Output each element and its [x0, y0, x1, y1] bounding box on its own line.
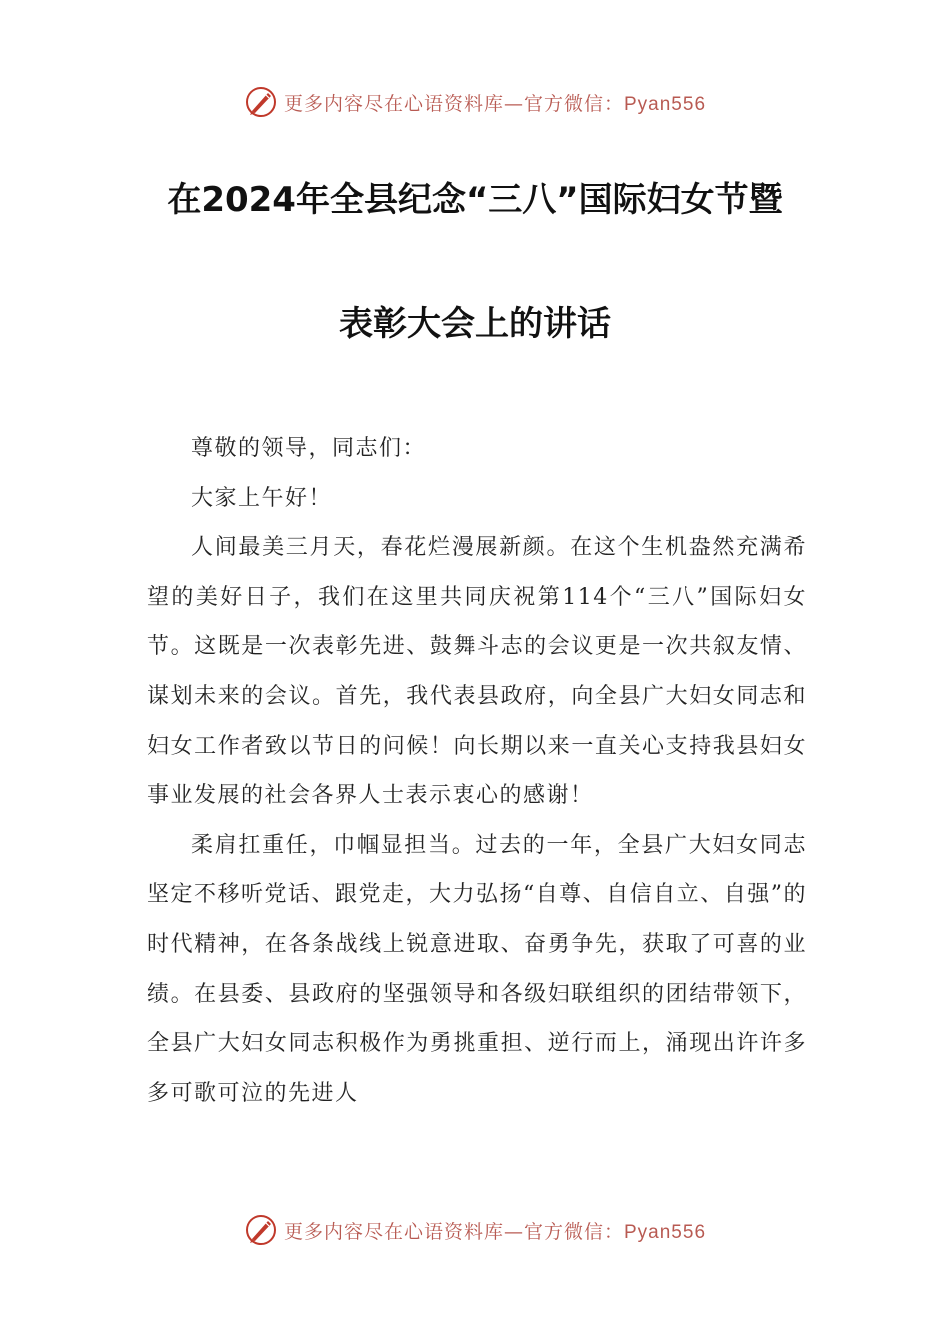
- salutation: 尊敬的领导，同志们：: [191, 436, 427, 461]
- footer-banner: [0, 1210, 950, 1250]
- document-title-line-2: 表彰大会上的讲话: [339, 304, 611, 344]
- header-banner-label: 更多内容尽在心语资料库—官方微信：: [283, 92, 624, 115]
- header-wechat-id: Pyan556: [624, 93, 707, 115]
- document-title-line-1: 在2024年全县纪念“三八”国际妇女节暨: [167, 180, 783, 220]
- quill-logo-icon: [244, 1213, 278, 1247]
- header-banner-text: [284, 89, 706, 116]
- body-paragraph: 人间最美三月天，春花烂漫展新颜。在这个生机盎然充满希望的美好日子，我们在这里共同庆祝第114个“三八”国际妇女节。这既是一次表彰先进、鼓舞斗志的会议更是一次共叙友情、谋划未来的会议。首先，我代表县政府，向全县广大妇女同志和妇女工作者致以节日的问候！向长期以来一直关心支持我县妇女事业发展的社会各界人士表示衷心的感谢！: [147, 535, 807, 809]
- body-paragraph: 柔肩扛重任，巾帼显担当。过去的一年，全县广大妇女同志坚定不移听党话、跟党走，大力弘扬“自尊、自信自立、自强”的时代精神，在各条战线上锐意进取、奋勇争先，获取了可喜的业绩。在县委、县政府的坚强领导和各级妇联组织的团结带领下，全县广大妇女同志积极作为勇挑重担、逆行而上，涌现出许许多多可歌可泣的先进人: [147, 832, 807, 1106]
- quill-logo-icon: [244, 85, 278, 119]
- document-body: [147, 424, 807, 1118]
- footer-banner-text: [284, 1217, 706, 1244]
- footer-wechat-id: Pyan556: [624, 1221, 707, 1243]
- header-banner: [0, 82, 950, 122]
- footer-banner-label: 更多内容尽在心语资料库—官方微信：: [283, 1220, 624, 1243]
- greeting: 大家上午好！: [191, 485, 333, 511]
